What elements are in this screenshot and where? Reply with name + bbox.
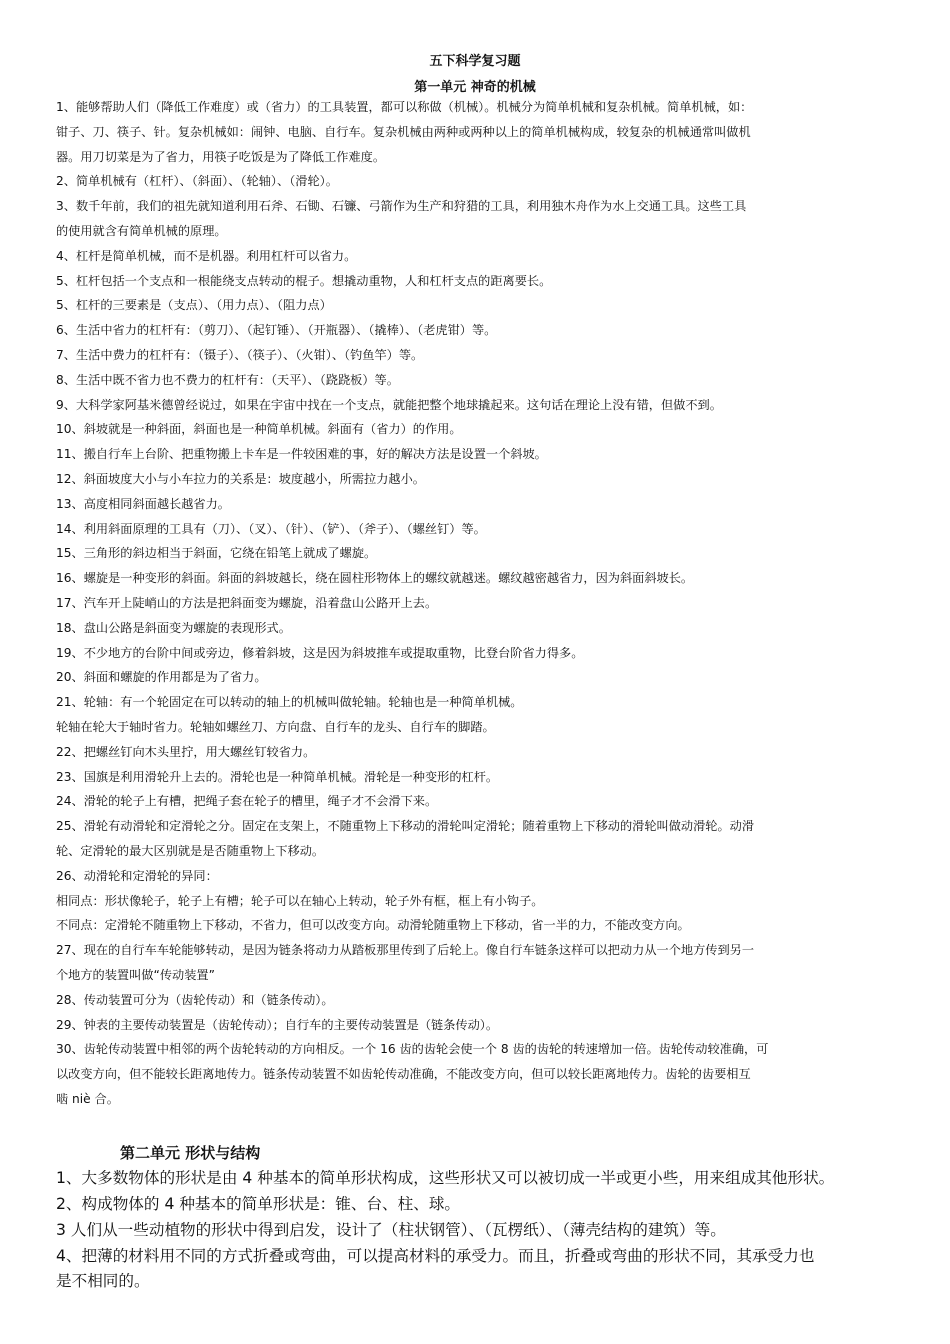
unit1-line: 16、螺旋是一种变形的斜面。斜面的斜坡越长，绕在圆柱形物体上的螺纹就越迷。螺纹越密越省力，因为斜面斜坡长。 — [56, 571, 694, 586]
unit1-line: 轮、定滑轮的最大区别就是是否随重物上下移动。 — [56, 844, 325, 858]
unit1-line: 30、齿轮传动装置中相邻的两个齿轮转动的方向相反。一个 16 齿的齿轮会使一个 8 齿的齿轮的转速增加一倍。齿轮传动较准确，可 — [56, 1042, 769, 1057]
unit2-line: 4、把薄的材料用不同的方式折叠或弯曲，可以提高材料的承受力。而且，折叠或弯曲的形状不同，其承受力也 — [56, 1247, 815, 1265]
unit1-line: 以改变方向，但不能较长距离地传力。链条传动装置不如齿轮传动准确，不能改变方向，但可以较长距离地传力。齿轮的齿要相互 — [56, 1067, 751, 1082]
unit1-line: 6、生活中省力的杠杆有：（剪刀）、（起钉锤）、（开瓶器）、（撬棒）、（老虎钳）等。 — [56, 323, 497, 338]
unit1-line: 26、动滑轮和定滑轮的异同： — [56, 868, 218, 883]
unit1-line: 1、能够帮助人们（降低工作难度）或（省力）的工具装置，都可以称做（机械）。机械分为简单机械和复杂机械。简单机械，如： — [56, 100, 753, 114]
unit1-line: 22、把螺丝钉向木头里拧，用大螺丝钉较省力。 — [56, 744, 316, 759]
unit1-line: 器。用刀切菜是为了省力，用筷子吃饭是为了降低工作难度。 — [56, 149, 386, 164]
unit1-line: 29、钟表的主要传动装置是（齿轮传动）；自行车的主要传动装置是（链条传动）。 — [56, 1017, 499, 1032]
unit1-line: 11、搬自行车上台阶、把重物搬上卡车是一件较困难的事，好的解决方法是设置一个斜坡。 — [56, 447, 547, 462]
unit1-line: 不同点：定滑轮不随重物上下移动，不省力，但可以改变方向。动滑轮随重物上下移动，省一半的力，不能改变方向。 — [56, 918, 690, 933]
unit1-line: 23、国旗是利用滑轮升上去的。滑轮也是一种简单机械。滑轮是一种变形的杠杆。 — [56, 769, 499, 784]
unit1-line: 个地方的装置叫做“传动装置” — [56, 968, 215, 982]
unit2-line: 1、大多数物体的形状是由 4 种基本的简单形状构成，这些形状又可以被切成一半或更小些，用来组成其他形状。 — [56, 1169, 835, 1187]
document-title: 五下科学复习题 — [429, 54, 521, 69]
unit1-line: 的使用就含有简单机械的原理。 — [56, 224, 227, 238]
unit1-line: 21、轮轴：有一个轮固定在可以转动的轴上的机械叫做轮轴。轮轴也是一种简单机械。 — [56, 695, 523, 710]
unit1-line: 7、生活中费力的杠杆有：（镊子）、（筷子）、（火钳）、（钓鱼竿）等。 — [56, 348, 424, 362]
unit2-heading: 第二单元 形状与结构 — [120, 1144, 261, 1162]
unit1-line: 17、汽车开上陡峭山的方法是把斜面变为螺旋，沿着盘山公路开上去。 — [56, 596, 438, 610]
unit1-line: 19、不少地方的台阶中间或旁边，修着斜坡，这是因为斜坡推车或提取重物，比登台阶省力得多。 — [56, 645, 584, 660]
unit1-heading: 第一单元 神奇的机械 — [414, 80, 536, 95]
unit1-line: 8、生活中既不省力也不费力的杠杆有：（天平）、（跷跷板）等。 — [56, 372, 399, 387]
unit1-line: 24、滑轮的轮子上有槽，把绳子套在轮子的槽里，绳子才不会滑下来。 — [56, 794, 438, 809]
unit2-line: 3 人们从一些动植物的形状中得到启发，设计了（柱状钢管）、（瓦楞纸）、（薄壳结构的建筑）等。 — [56, 1221, 726, 1239]
unit1-line: 相同点：形状像轮子，轮子上有槽；轮子可以在轴心上转动，轮子外有框，框上有小钩子。 — [56, 893, 544, 908]
unit1-line: 14、利用斜面原理的工具有（刀）、（叉）、（针）、（铲）、（斧子）、（螺丝钉）等。 — [56, 521, 486, 536]
unit1-line: 13、高度相同斜面越长越省力。 — [56, 496, 230, 511]
unit1-line: 5、杠杆的三要素是（支点）、（用力点）、（阻力点） — [56, 298, 332, 313]
unit1-line: 啮 niè 合。 — [56, 1092, 119, 1106]
unit1-line: 25、滑轮有动滑轮和定滑轮之分。固定在支架上，不随重物上下移动的滑轮叫定滑轮；随着重物上下移动的滑轮叫做动滑轮。动滑 — [56, 819, 755, 834]
unit1-line: 27、现在的自行车车轮能够转动，是因为链条将动力从踏板那里传到了后轮上。像自行车链条这样可以把动力从一个地方传到另一 — [56, 943, 755, 958]
unit1-line: 15、三角形的斜边相当于斜面，它绕在铅笔上就成了螺旋。 — [56, 546, 377, 561]
unit1-line: 18、盘山公路是斜面变为螺旋的表现形式。 — [56, 620, 291, 635]
unit1-line: 钳子、刀、筷子、针。复杂机械如：闹钟、电脑、自行车。复杂机械由两种或两种以上的简单机械构成，较复杂的机械通常叫做机 — [56, 124, 751, 139]
unit1-line: 20、斜面和螺旋的作用都是为了省力。 — [56, 670, 267, 685]
unit1-line: 28、传动装置可分为（齿轮传动）和（链条传动）。 — [56, 992, 334, 1007]
unit1-line: 3、数千年前，我们的祖先就知道利用石斧、石锄、石镰、弓箭作为生产和狩猎的工具，利用独木舟作为水上交通工具。这些工具 — [56, 199, 747, 214]
unit1-line: 4、杠杆是简单机械，而不是机器。利用杠杆可以省力。 — [56, 248, 357, 263]
unit2-line: 2、构成物体的 4 种基本的简单形状是：锥、台、柱、球。 — [56, 1195, 461, 1213]
unit2-line: 是不相同的。 — [56, 1272, 150, 1290]
unit1-line: 9、大科学家阿基米德曾经说过，如果在宇宙中找在一个支点，就能把整个地球撬起来。这句话在理论上没有错，但做不到。 — [56, 397, 722, 412]
unit1-line: 10、斜坡就是一种斜面，斜面也是一种简单机械。斜面有（省力）的作用。 — [56, 422, 462, 437]
unit1-line: 2、简单机械有（杠杆）、（斜面）、（轮轴）、（滑轮）。 — [56, 174, 338, 189]
unit1-line: 5、杠杆包括一个支点和一根能绕支点转动的棍子。想撬动重物，人和杠杆支点的距离要长。 — [56, 273, 552, 288]
unit1-line: 轮轴在轮大于轴时省力。轮轴如螺丝刀、方向盘、自行车的龙头、自行车的脚踏。 — [56, 720, 495, 734]
unit1-line: 12、斜面坡度大小与小车拉力的关系是：坡度越小，所需拉力越小。 — [56, 472, 425, 486]
